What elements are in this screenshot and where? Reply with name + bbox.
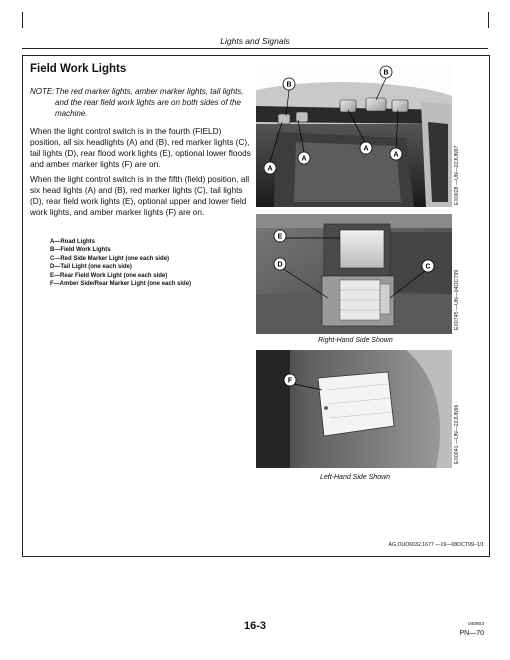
callout-b [283, 78, 295, 90]
amber-marker-left-illustration [256, 350, 452, 468]
legend-item: F—Amber Side/Rear Marker Light (one each side) [50, 281, 192, 288]
callout-a [360, 142, 372, 154]
legend-item: D—Tail Light (one each side) [50, 264, 132, 271]
crop-mark [488, 12, 489, 28]
section-title: Field Work Lights [30, 63, 127, 75]
figure-cab-lights [256, 62, 452, 207]
legend-item: A—Road Lights [50, 239, 95, 245]
svg-text:A: A [393, 151, 399, 159]
header-rule [22, 48, 488, 49]
note-text: The red marker lights, amber marker lights, tail lights, and the rear field work lights are on both sides of the machine. [55, 87, 244, 118]
callout-b [380, 66, 392, 78]
page-number: 16-3 [243, 620, 267, 632]
paragraph-field-position: When the light control switch is in the fourth (FIELD) position, all six headlights (A) and (B), red marker lights (C), tail lights (D), rear flood work lights (E), optional lower floods and amber marker lights (F) are on. [30, 126, 251, 169]
callout-d [274, 258, 286, 270]
legend-item: B—Field Work Lights [50, 247, 111, 254]
legend-item: C—Red Side Marker Light (one each side) [50, 255, 170, 262]
paragraph-field-position-fifth: When the light control switch is in the fifth (field) position, all six head lights (A) and (B), red marker lights (C), tail lights (D), rear field work lights (E), optional upper and lower field work lights, and amber marker lights (F) are on. [30, 174, 250, 217]
svg-text:B: B [383, 69, 389, 77]
figure-code: EX0745 —UN—04OCT99 [454, 269, 460, 330]
document-code: 040803 [467, 622, 484, 627]
figure-amber-marker-left [256, 350, 452, 468]
crop-mark [22, 12, 23, 28]
figure-code: EX0028 —UN—22JUN97 [454, 145, 460, 205]
figure-caption-right: Right-Hand Side Shown [318, 337, 393, 344]
callout-c [422, 260, 434, 272]
rear-lights-right-illustration [256, 214, 452, 334]
svg-text:C: C [425, 263, 431, 271]
callout-f [284, 374, 296, 386]
callout-a [390, 148, 402, 160]
svg-text:B: B [286, 81, 292, 89]
figure-rear-lights-right [256, 214, 452, 334]
svg-text:F: F [287, 377, 293, 385]
note-label: NOTE: [30, 87, 55, 96]
callout-a [298, 152, 310, 164]
figure-caption-left: Left-Hand Side Shown [320, 474, 391, 481]
reference-code: AG,OUO6032,1677 —19—08OCT99–1/1 [388, 542, 484, 548]
svg-text:A: A [301, 155, 307, 163]
legend-item: E—Rear Field Work Light (one each side) [50, 272, 168, 279]
svg-text:D: D [277, 261, 283, 269]
cab-lights-illustration [256, 62, 452, 207]
callout-e [274, 230, 286, 242]
page-header-title: Lights and Signals [220, 36, 290, 46]
svg-text:A: A [363, 145, 369, 153]
callout-a [264, 162, 276, 174]
svg-text:A: A [267, 165, 273, 173]
legend-list [50, 238, 250, 288]
figure-code: EX0041 —UN—22JUN96 [454, 404, 460, 464]
pn-code: PN—70 [459, 630, 484, 637]
svg-text:E: E [277, 233, 283, 241]
